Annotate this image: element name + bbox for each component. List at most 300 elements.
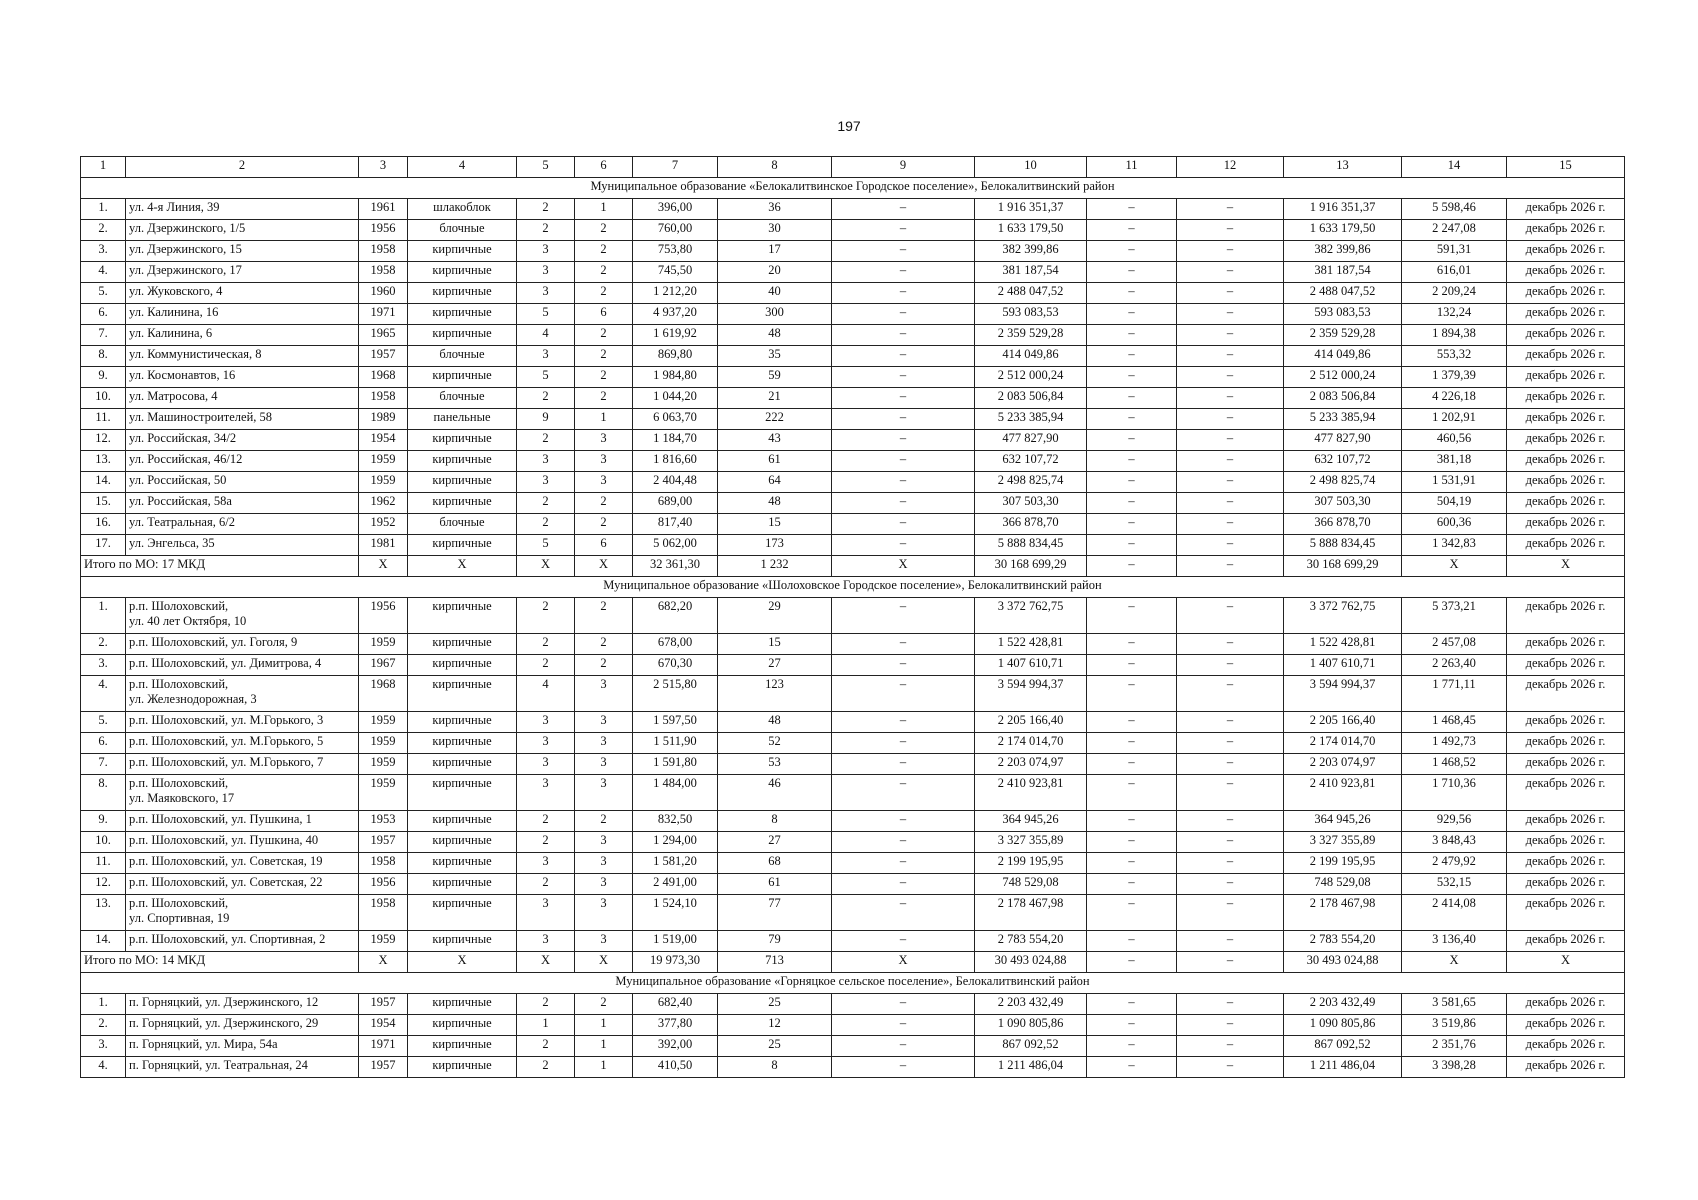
address-cell: р.п. Шолоховский, ул. Гоголя, 9 [126, 634, 359, 655]
table-cell: 1957 [359, 1057, 408, 1078]
table-cell: 15 [718, 514, 832, 535]
table-cell: 2 512 000,24 [1284, 367, 1402, 388]
total-cell: – [1177, 556, 1284, 577]
table-cell: 1 [575, 1036, 633, 1057]
table-cell: – [1177, 676, 1284, 712]
table-cell: 3 [517, 754, 575, 775]
table-cell: 2 [517, 220, 575, 241]
total-cell: 30 493 024,88 [1284, 952, 1402, 973]
table-cell: – [1087, 1057, 1177, 1078]
total-cell: 1 232 [718, 556, 832, 577]
table-cell: 3 [517, 853, 575, 874]
table-cell: 1 212,20 [633, 283, 718, 304]
table-cell: 17 [718, 241, 832, 262]
table-cell: 5 [517, 367, 575, 388]
municipality-section-row [81, 973, 1625, 994]
table-cell: – [1177, 895, 1284, 931]
address-cell: п. Горняцкий, ул. Мира, 54а [126, 1036, 359, 1057]
table-row [81, 514, 1625, 535]
municipality-section-row [81, 577, 1625, 598]
table-cell: – [1177, 199, 1284, 220]
table-cell: 1 816,60 [633, 451, 718, 472]
table-cell: 1 184,70 [633, 430, 718, 451]
table-cell: декабрь 2026 г. [1507, 409, 1625, 430]
table-cell: 3 848,43 [1402, 832, 1507, 853]
table-cell: 753,80 [633, 241, 718, 262]
table-cell: 1 379,39 [1402, 367, 1507, 388]
table-cell: декабрь 2026 г. [1507, 535, 1625, 556]
table-cell: 682,40 [633, 994, 718, 1015]
table-cell: 2 [517, 874, 575, 895]
table-cell: 2 783 554,20 [975, 931, 1087, 952]
table-cell: – [1177, 451, 1284, 472]
address-cell: ул. 4-я Линия, 39 [126, 199, 359, 220]
table-row [81, 655, 1625, 676]
table-cell: декабрь 2026 г. [1507, 811, 1625, 832]
table-cell: 4 937,20 [633, 304, 718, 325]
table-cell: 3 327 355,89 [975, 832, 1087, 853]
table-cell: 2 488 047,52 [975, 283, 1087, 304]
address-cell: п. Горняцкий, ул. Театральная, 24 [126, 1057, 359, 1078]
table-cell: 53 [718, 754, 832, 775]
table-cell: 1958 [359, 262, 408, 283]
table-cell: 2. [81, 1015, 126, 1036]
table-row [81, 535, 1625, 556]
table-cell: 36 [718, 199, 832, 220]
table-cell: 5 233 385,94 [1284, 409, 1402, 430]
table-cell: кирпичные [408, 1057, 517, 1078]
table-row [81, 994, 1625, 1015]
table-cell: 1 531,91 [1402, 472, 1507, 493]
table-cell: 2 410 923,81 [1284, 775, 1402, 811]
table-cell: – [1087, 733, 1177, 754]
table-cell: – [1177, 388, 1284, 409]
table-cell: 1971 [359, 1036, 408, 1057]
table-cell: 3 519,86 [1402, 1015, 1507, 1036]
table-row [81, 388, 1625, 409]
table-cell: декабрь 2026 г. [1507, 775, 1625, 811]
table-cell: 689,00 [633, 493, 718, 514]
table-cell: 670,30 [633, 655, 718, 676]
table-cell: – [832, 430, 975, 451]
table-cell: – [1087, 493, 1177, 514]
table-cell: 2 205 166,40 [1284, 712, 1402, 733]
table-cell: 1959 [359, 712, 408, 733]
table-cell: 1 [575, 409, 633, 430]
table-cell: 1 468,45 [1402, 712, 1507, 733]
table-cell: 2 199 195,95 [975, 853, 1087, 874]
table-cell: 14. [81, 472, 126, 493]
table-cell: декабрь 2026 г. [1507, 199, 1625, 220]
table-cell: – [1177, 775, 1284, 811]
table-cell: 9. [81, 367, 126, 388]
table-cell: 2 [517, 634, 575, 655]
table-cell: кирпичные [408, 283, 517, 304]
table-cell: 2. [81, 634, 126, 655]
total-cell: X [832, 556, 975, 577]
table-cell: 2 498 825,74 [1284, 472, 1402, 493]
table-cell: – [832, 853, 975, 874]
table-cell: 1965 [359, 325, 408, 346]
table-cell: 682,20 [633, 598, 718, 634]
table-cell: 2 [575, 241, 633, 262]
table-cell: 1959 [359, 931, 408, 952]
table-cell: блочные [408, 220, 517, 241]
table-row [81, 451, 1625, 472]
address-cell: ул. Космонавтов, 16 [126, 367, 359, 388]
table-cell: 1956 [359, 598, 408, 634]
table-cell: 2 783 554,20 [1284, 931, 1402, 952]
table-cell: 2 [517, 832, 575, 853]
total-cell: 713 [718, 952, 832, 973]
table-cell: 2 [517, 388, 575, 409]
table-cell: 4 226,18 [1402, 388, 1507, 409]
table-cell: – [832, 241, 975, 262]
table-cell: 929,56 [1402, 811, 1507, 832]
table-cell: 817,40 [633, 514, 718, 535]
table-cell: – [832, 598, 975, 634]
table-cell: 2 263,40 [1402, 655, 1507, 676]
municipality-title: Муниципальное образование «Шолоховское Городское поселение», Белокалитвинский район [81, 577, 1625, 598]
table-cell: – [832, 754, 975, 775]
table-cell: декабрь 2026 г. [1507, 931, 1625, 952]
table-cell: 4. [81, 676, 126, 712]
table-cell: 8 [718, 811, 832, 832]
table-cell: 593 083,53 [975, 304, 1087, 325]
address-cell: ул. Российская, 50 [126, 472, 359, 493]
table-cell: – [1087, 283, 1177, 304]
address-cell: ул. Дзержинского, 1/5 [126, 220, 359, 241]
table-cell: – [1177, 754, 1284, 775]
table-cell: 1959 [359, 451, 408, 472]
table-cell: 3 594 994,37 [1284, 676, 1402, 712]
table-cell: кирпичные [408, 733, 517, 754]
table-cell: декабрь 2026 г. [1507, 514, 1625, 535]
column-header-9: 9 [832, 157, 975, 178]
table-cell: 1 342,83 [1402, 535, 1507, 556]
table-cell: – [1087, 853, 1177, 874]
table-cell: – [1087, 676, 1177, 712]
table-cell: 3 [575, 733, 633, 754]
table-cell: 27 [718, 655, 832, 676]
municipality-title: Муниципальное образование «Горняцкое сельское поселение», Белокалитвинский район [81, 973, 1625, 994]
table-cell: декабрь 2026 г. [1507, 1057, 1625, 1078]
table-cell: 1959 [359, 733, 408, 754]
table-cell: 5 888 834,45 [1284, 535, 1402, 556]
table-cell: 3 [517, 472, 575, 493]
total-cell: 30 493 024,88 [975, 952, 1087, 973]
table-cell: 2 [575, 388, 633, 409]
table-cell: кирпичные [408, 472, 517, 493]
table-cell: 366 878,70 [1284, 514, 1402, 535]
table-cell: 2 359 529,28 [1284, 325, 1402, 346]
table-cell: 396,00 [633, 199, 718, 220]
table-cell: 2 205 166,40 [975, 712, 1087, 733]
table-cell: 2 203 432,49 [975, 994, 1087, 1015]
total-cell: X [408, 952, 517, 973]
table-cell: 15. [81, 493, 126, 514]
table-cell: 222 [718, 409, 832, 430]
table-cell: 2 [575, 994, 633, 1015]
table-cell: 1 211 486,04 [975, 1057, 1087, 1078]
table-cell: декабрь 2026 г. [1507, 754, 1625, 775]
table-cell: – [1087, 325, 1177, 346]
column-header-5: 5 [517, 157, 575, 178]
table-cell: – [1177, 874, 1284, 895]
table-cell: 1 [575, 199, 633, 220]
table-cell: 1 211 486,04 [1284, 1057, 1402, 1078]
table-cell: 392,00 [633, 1036, 718, 1057]
total-cell: 32 361,30 [633, 556, 718, 577]
table-cell: 5 233 385,94 [975, 409, 1087, 430]
table-cell: 3. [81, 1036, 126, 1057]
table-cell: декабрь 2026 г. [1507, 493, 1625, 514]
table-cell: – [832, 1057, 975, 1078]
table-cell: 1954 [359, 1015, 408, 1036]
table-cell: – [1177, 1057, 1284, 1078]
table-cell: – [1087, 367, 1177, 388]
address-cell: р.п. Шолоховский, ул. Пушкина, 40 [126, 832, 359, 853]
address-cell: ул. Жуковского, 4 [126, 283, 359, 304]
table-cell: блочные [408, 388, 517, 409]
table-cell: 68 [718, 853, 832, 874]
table-cell: – [1087, 754, 1177, 775]
table-cell: 3 [575, 895, 633, 931]
table-cell: 4. [81, 262, 126, 283]
table-cell: 1962 [359, 493, 408, 514]
total-label: Итого по МО: 17 МКД [81, 556, 359, 577]
table-cell: 1 619,92 [633, 325, 718, 346]
table-cell: 460,56 [1402, 430, 1507, 451]
table-cell: – [832, 1036, 975, 1057]
table-cell: 3 594 994,37 [975, 676, 1087, 712]
table-cell: кирпичные [408, 451, 517, 472]
table-cell: – [1177, 220, 1284, 241]
table-cell: кирпичные [408, 262, 517, 283]
table-cell: 1 633 179,50 [975, 220, 1087, 241]
table-cell: кирпичные [408, 241, 517, 262]
table-cell: – [1087, 994, 1177, 1015]
table-cell: 1 511,90 [633, 733, 718, 754]
total-cell: 19 973,30 [633, 952, 718, 973]
table-cell: 5. [81, 283, 126, 304]
table-row [81, 874, 1625, 895]
table-cell: 3. [81, 655, 126, 676]
table-cell: 48 [718, 712, 832, 733]
table-cell: 64 [718, 472, 832, 493]
table-cell: 1 484,00 [633, 775, 718, 811]
table-cell: 869,80 [633, 346, 718, 367]
municipality-section-row [81, 178, 1625, 199]
table-cell: 1958 [359, 853, 408, 874]
table-cell: – [1177, 493, 1284, 514]
table-cell: 2 [517, 655, 575, 676]
table-row [81, 241, 1625, 262]
table-cell: 382 399,86 [975, 241, 1087, 262]
table-cell: 8. [81, 346, 126, 367]
total-cell: X [517, 952, 575, 973]
table-cell: 25 [718, 1036, 832, 1057]
table-cell: 3 [575, 712, 633, 733]
table-cell: 3 327 355,89 [1284, 832, 1402, 853]
table-cell: 1959 [359, 634, 408, 655]
table-cell: – [832, 676, 975, 712]
table-cell: 7. [81, 325, 126, 346]
table-cell: 1 984,80 [633, 367, 718, 388]
table-cell: 532,15 [1402, 874, 1507, 895]
table-cell: 3 398,28 [1402, 1057, 1507, 1078]
table-cell: 2 [517, 994, 575, 1015]
table-cell: 2 203 432,49 [1284, 994, 1402, 1015]
table-cell: 3 [517, 283, 575, 304]
table-cell: декабрь 2026 г. [1507, 712, 1625, 733]
address-cell: ул. Российская, 34/2 [126, 430, 359, 451]
table-cell: 504,19 [1402, 493, 1507, 514]
table-cell: 381 187,54 [1284, 262, 1402, 283]
table-cell: – [832, 994, 975, 1015]
table-cell: 3 [517, 262, 575, 283]
table-cell: – [1177, 304, 1284, 325]
table-cell: – [1177, 1015, 1284, 1036]
address-cell: р.п. Шолоховский, ул. М.Горького, 5 [126, 733, 359, 754]
table-cell: 1968 [359, 676, 408, 712]
table-cell: – [1177, 1036, 1284, 1057]
address-cell: ул. Дзержинского, 17 [126, 262, 359, 283]
table-cell: – [1087, 220, 1177, 241]
total-cell: X [1507, 556, 1625, 577]
table-cell: 300 [718, 304, 832, 325]
total-cell: X [517, 556, 575, 577]
column-header-15: 15 [1507, 157, 1625, 178]
table-cell: декабрь 2026 г. [1507, 220, 1625, 241]
table-cell: 382 399,86 [1284, 241, 1402, 262]
table-cell: декабрь 2026 г. [1507, 1036, 1625, 1057]
table-cell: кирпичные [408, 1015, 517, 1036]
table-cell: – [1087, 598, 1177, 634]
table-cell: 1961 [359, 199, 408, 220]
table-cell: декабрь 2026 г. [1507, 832, 1625, 853]
table-cell: 59 [718, 367, 832, 388]
table-cell: 10. [81, 832, 126, 853]
table-cell: – [1087, 775, 1177, 811]
table-cell: 3 [575, 430, 633, 451]
table-cell: 1968 [359, 367, 408, 388]
address-cell: р.п. Шолоховский, ул. 40 лет Октября, 10 [126, 598, 359, 634]
table-cell: 2 [575, 493, 633, 514]
table-cell: декабрь 2026 г. [1507, 451, 1625, 472]
table-cell: 1959 [359, 754, 408, 775]
table-cell: декабрь 2026 г. [1507, 262, 1625, 283]
table-cell: – [1087, 430, 1177, 451]
column-header-10: 10 [975, 157, 1087, 178]
table-cell: кирпичные [408, 430, 517, 451]
table-cell: 30 [718, 220, 832, 241]
table-cell: 9 [517, 409, 575, 430]
table-cell: кирпичные [408, 775, 517, 811]
table-cell: кирпичные [408, 931, 517, 952]
table-cell: – [832, 733, 975, 754]
table-cell: 123 [718, 676, 832, 712]
table-cell: 553,32 [1402, 346, 1507, 367]
table-cell: 1 524,10 [633, 895, 718, 931]
table-cell: 1 591,80 [633, 754, 718, 775]
address-cell: р.п. Шолоховский, ул. Димитрова, 4 [126, 655, 359, 676]
table-cell: 1 044,20 [633, 388, 718, 409]
table-cell: 364 945,26 [1284, 811, 1402, 832]
table-cell: – [832, 874, 975, 895]
table-cell: 1 294,00 [633, 832, 718, 853]
table-cell: – [832, 283, 975, 304]
table-cell: 1959 [359, 775, 408, 811]
table-cell: – [832, 655, 975, 676]
table-cell: декабрь 2026 г. [1507, 388, 1625, 409]
table-cell: 61 [718, 451, 832, 472]
table-cell: 1 894,38 [1402, 325, 1507, 346]
table-cell: 2 [575, 325, 633, 346]
table-cell: 61 [718, 874, 832, 895]
table-cell: 6 [575, 304, 633, 325]
table-cell: 3 372 762,75 [975, 598, 1087, 634]
column-header-11: 11 [1087, 157, 1177, 178]
table-cell: декабрь 2026 г. [1507, 655, 1625, 676]
table-cell: 1 [575, 1057, 633, 1078]
total-row [81, 556, 1625, 577]
table-cell: 13. [81, 451, 126, 472]
table-row [81, 199, 1625, 220]
column-header-14: 14 [1402, 157, 1507, 178]
table-cell: – [832, 199, 975, 220]
table-cell: 16. [81, 514, 126, 535]
table-cell: 1 633 179,50 [1284, 220, 1402, 241]
table-cell: – [1087, 811, 1177, 832]
table-cell: – [832, 1015, 975, 1036]
page-number: 197 [837, 118, 861, 134]
table-cell: 678,00 [633, 634, 718, 655]
table-cell: – [1177, 712, 1284, 733]
table-cell: 2 410 923,81 [975, 775, 1087, 811]
table-cell: кирпичные [408, 598, 517, 634]
address-cell: ул. Российская, 46/12 [126, 451, 359, 472]
table-cell: – [1087, 241, 1177, 262]
table-cell: декабрь 2026 г. [1507, 472, 1625, 493]
table-cell: 1956 [359, 874, 408, 895]
table-cell: 1. [81, 598, 126, 634]
table-cell: 2 [575, 811, 633, 832]
table-cell: – [1177, 655, 1284, 676]
table-cell: 5 062,00 [633, 535, 718, 556]
table-row [81, 895, 1625, 931]
table-cell: 2 [517, 514, 575, 535]
table-cell: 632 107,72 [975, 451, 1087, 472]
address-cell: ул. Калинина, 6 [126, 325, 359, 346]
table-cell: 3 581,65 [1402, 994, 1507, 1015]
table-cell: кирпичные [408, 493, 517, 514]
table-cell: 2 404,48 [633, 472, 718, 493]
table-cell: 2 [575, 634, 633, 655]
table-cell: 2 174 014,70 [1284, 733, 1402, 754]
table-cell: 2 [517, 493, 575, 514]
address-cell: ул. Машиностроителей, 58 [126, 409, 359, 430]
table-row [81, 304, 1625, 325]
table-cell: 15 [718, 634, 832, 655]
table-cell: 3 [517, 346, 575, 367]
table-cell: 20 [718, 262, 832, 283]
table-cell: 477 827,90 [1284, 430, 1402, 451]
table-cell: 8 [718, 1057, 832, 1078]
table-row [81, 733, 1625, 754]
table-cell: – [832, 451, 975, 472]
total-cell: – [1177, 952, 1284, 973]
